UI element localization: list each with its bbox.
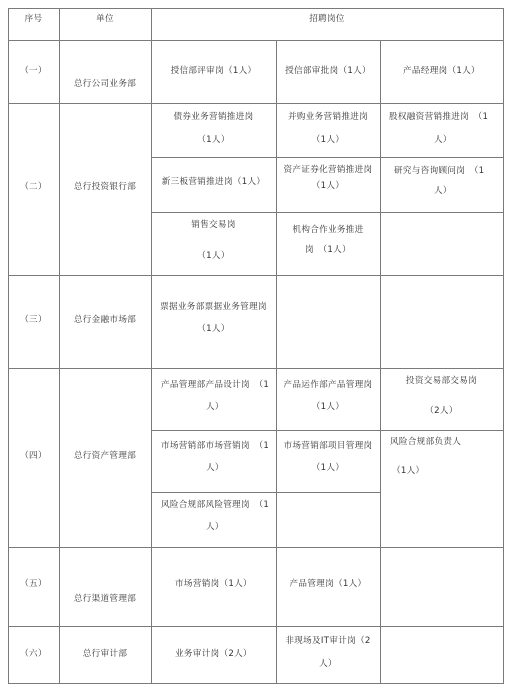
header-no: 序号: [24, 14, 43, 24]
table-border-right: [503, 8, 504, 684]
position-cell: 销售交易岗: [191, 220, 236, 230]
position-cell: 非现场及IT审计岗（2: [285, 636, 371, 646]
row-unit: 总行审计部: [82, 649, 128, 659]
header-unit: 单位: [96, 14, 114, 24]
row-no: （五）: [20, 579, 47, 589]
table-row-divider: [151, 157, 503, 158]
table-row-divider: [8, 368, 503, 369]
position-cell: 新三板营销推进岗（1人）: [161, 177, 266, 187]
table-row-divider: [8, 40, 503, 41]
position-cell: 股权融资营销推进岗 （1: [389, 112, 489, 122]
table-row-divider: [8, 626, 503, 627]
position-cell: （1人）: [311, 402, 345, 412]
position-cell: 市场营销部市场营销岗 （1: [161, 441, 270, 451]
position-cell: 产品管理岗（1人）: [289, 579, 367, 589]
header-positions: 招聘岗位: [309, 14, 345, 24]
position-cell: 人）: [206, 522, 224, 532]
table-border-top: [8, 8, 503, 9]
row-no: （四）: [20, 451, 47, 461]
table-border-bottom: [8, 683, 503, 684]
row-unit: 总行资产管理部: [73, 451, 137, 461]
table-col-divider: [380, 40, 381, 684]
position-cell: 人）: [319, 659, 337, 669]
row-unit: 总行渠道管理部: [73, 594, 137, 604]
table-col-divider: [59, 8, 60, 684]
position-cell: （2人）: [425, 406, 458, 416]
table-row-divider: [151, 430, 503, 431]
position-cell: 产品运作部产品管理岗: [283, 380, 373, 390]
position-cell: 研究与咨询顾问岗 （1: [394, 166, 485, 176]
position-cell: 风险合规部风险管理岗 （1: [161, 500, 270, 510]
position-cell: 人）: [206, 463, 224, 473]
row-no: （二）: [20, 182, 47, 192]
position-cell: 授信部评审岗（1人）: [170, 66, 257, 76]
position-cell: 资产证券化营销推进岗: [283, 165, 373, 175]
row-unit: 总行投资银行部: [73, 182, 137, 192]
table-row-divider: [151, 492, 380, 493]
position-cell: 机构合作业务推进: [292, 225, 364, 235]
position-cell: （1人）: [197, 135, 230, 145]
position-cell: 产品管理部产品设计岗 （1: [161, 380, 270, 390]
position-cell: 风险合规部负责人: [390, 437, 462, 447]
position-cell: 市场营销岗（1人）: [175, 579, 252, 589]
position-cell: 业务审计岗（2人）: [175, 649, 252, 659]
position-cell: 投资交易部交易岗: [405, 376, 478, 386]
position-cell: （1人）: [311, 463, 345, 473]
position-cell: （1人）: [311, 181, 345, 191]
position-cell: （1人）: [197, 324, 230, 334]
row-unit: 总行公司业务部: [73, 79, 137, 89]
row-no: （三）: [20, 315, 47, 325]
position-cell: 授信部审批岗（1人）: [285, 66, 371, 76]
table-row-divider: [8, 275, 503, 276]
position-cell: （1人）: [311, 135, 345, 145]
position-cell: 票据业务部票据业务管理岗: [160, 302, 267, 312]
position-cell: （1人）: [392, 466, 425, 476]
position-cell: 岗 （1人）: [305, 245, 351, 255]
table-row-divider: [8, 547, 503, 548]
table-row-divider: [151, 212, 503, 213]
row-no: （一）: [20, 66, 47, 76]
position-cell: 人）: [434, 186, 452, 196]
position-cell: 人）: [434, 135, 452, 145]
position-cell: 债券业务营销推进岗: [173, 112, 254, 122]
position-cell: （1人）: [197, 251, 230, 261]
position-cell: 产品经理岗（1人）: [403, 66, 480, 76]
table-row-divider: [8, 103, 503, 104]
row-no: （六）: [20, 649, 47, 659]
row-unit: 总行金融市场部: [73, 315, 137, 325]
position-cell: 人）: [206, 402, 224, 412]
position-cell: 市场营销部项目管理岗: [283, 441, 373, 451]
position-cell: 并购业务营销推进岗: [287, 112, 369, 122]
